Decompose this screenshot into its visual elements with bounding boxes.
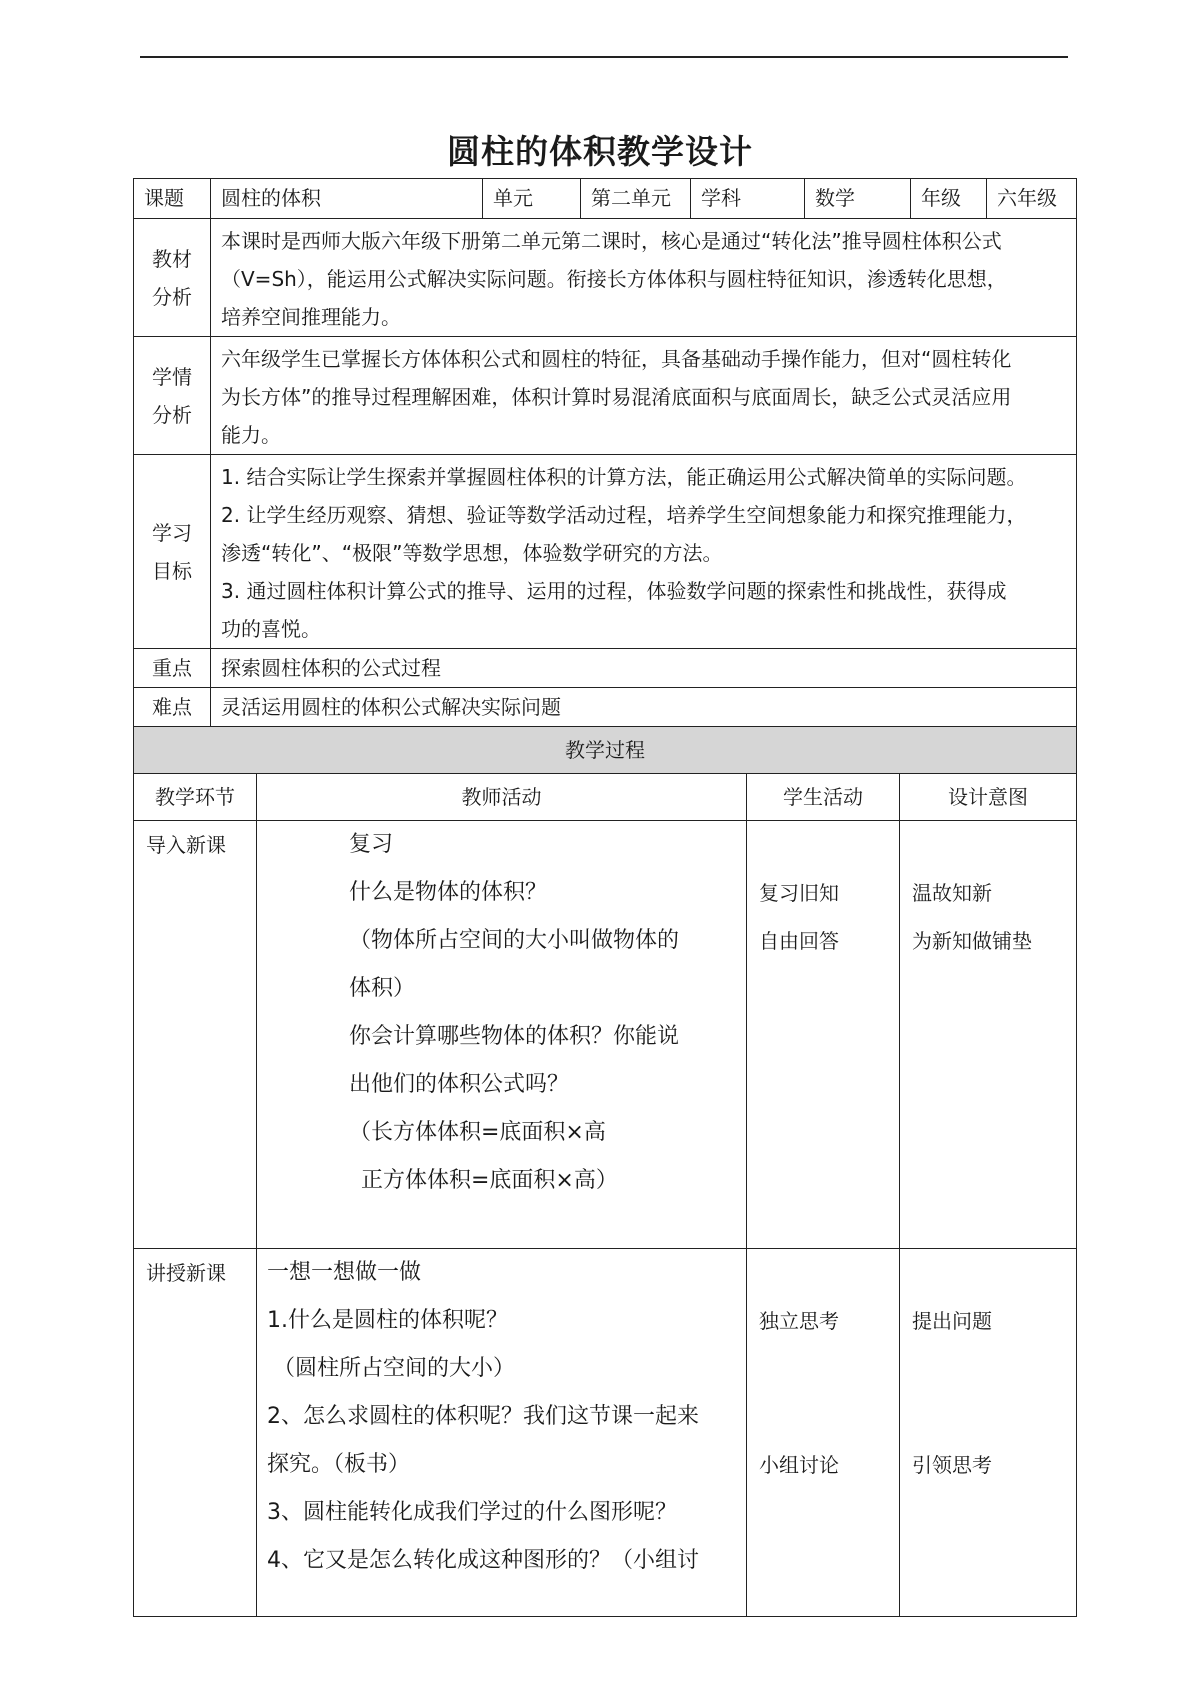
goal-line: 3. 通过圆柱体积计算公式的推导、运用的过程，体验数学问题的探索性和挑战性，获得成 [221, 579, 1007, 603]
student-activity-new-lesson [746, 1249, 899, 1616]
design-intent-intro [899, 821, 1076, 1248]
goal-line: 功的喜悦。 [221, 617, 321, 641]
teacher-line: 什么是物体的体积？ [349, 880, 548, 905]
teacher-line: 3、圆柱能转化成我们学过的什么图形呢？ [267, 1500, 677, 1525]
teacher-line: 出他们的体积公式吗？ [349, 1072, 570, 1097]
column-header-design: 设计意图 [899, 774, 1076, 820]
goal-line: 渗透“转化”、“极限”等数学思想，体验数学研究的方法。 [221, 541, 723, 565]
teacher-line: 一想一想做一做 [267, 1260, 422, 1285]
teacher-line: （圆柱所占空间的大小） [273, 1356, 516, 1381]
process-header-row [134, 773, 1076, 820]
student-line: 自由回答 [759, 929, 839, 953]
material-analysis-label: 教材 分析 [152, 246, 192, 309]
process-row-new-lesson [134, 1248, 1076, 1616]
design-intent-new-lesson [899, 1249, 1076, 1616]
learner-line: 六年级学生已掌握长方体体积公式和圆柱的特征，具备基础动手操作能力，但对“圆柱转化 [221, 347, 1012, 371]
design-line: 提出问题 [912, 1309, 992, 1333]
material-line: 培养空间推理能力。 [221, 305, 401, 329]
teacher-line: 探究。（板书） [267, 1452, 411, 1477]
teacher-activity-new-lesson [256, 1249, 746, 1616]
teacher-line: 4、它又是怎么转化成这种图形的？（小组讨 [267, 1548, 699, 1573]
lesson-plan-table [133, 178, 1077, 1617]
key-point-value: 探索圆柱体积的公式过程 [210, 649, 1076, 687]
learner-line: 能力。 [221, 423, 281, 447]
difficulty-value: 灵活运用圆柱的体积公式解决实际问题 [210, 688, 1076, 726]
column-header-student: 学生活动 [746, 774, 899, 820]
course-label: 学科 [690, 179, 804, 218]
goal-line: 2. 让学生经历观察、猜想、验证等数学活动过程，培养学生空间想象能力和探究推理能力， [221, 503, 1027, 527]
goal-line: 1. 结合实际让学生探索并掌握圆柱体积的计算方法，能正确运用公式解决简单的实际问题。 [221, 465, 1027, 489]
key-point-row [134, 648, 1076, 687]
teacher-line: （物体所占空间的大小叫做物体的 [349, 928, 680, 953]
subject-label: 课题 [144, 186, 184, 210]
learning-goals-label: 学习 目标 [152, 520, 192, 583]
material-analysis-row [134, 218, 1076, 336]
teaching-process-heading: 教学过程 [134, 726, 1076, 773]
key-point-label: 重点 [152, 656, 192, 680]
header-rule [140, 56, 1068, 58]
subject-value: 圆柱的体积 [210, 179, 482, 218]
process-row-intro [134, 820, 1076, 1248]
material-line: （V=Sh），能运用公式解决实际问题。衔接长方体体积与圆柱特征知识，渗透转化思想， [221, 267, 1007, 291]
teacher-line: 体积） [349, 976, 416, 1001]
student-activity-intro [746, 821, 899, 1248]
material-analysis-text [210, 219, 1076, 336]
material-line: 本课时是西师大版六年级下册第二单元第二课时，核心是通过“转化法”推导圆柱体积公式 [221, 229, 1002, 253]
course-value: 数学 [804, 179, 910, 218]
stage-intro: 导入新课 [146, 833, 226, 857]
header-row [134, 179, 1076, 218]
teacher-line: 复习 [349, 832, 394, 857]
stage-new-lesson: 讲授新课 [146, 1261, 226, 1285]
learning-goals-row [134, 454, 1076, 648]
learner-analysis-row [134, 336, 1076, 454]
learner-analysis-text [210, 337, 1076, 454]
learner-line: 为长方体”的推导过程理解困难，体积计算时易混淆底面积与底面周长，缺乏公式灵活应用 [221, 385, 1012, 409]
student-line: 独立思考 [759, 1309, 839, 1333]
document-title: 圆柱的体积教学设计 [447, 132, 753, 171]
teacher-line: 你会计算哪些物体的体积？你能说 [349, 1024, 680, 1049]
grade-label: 年级 [910, 179, 986, 218]
teacher-line: 1.什么是圆柱的体积呢？ [267, 1308, 508, 1333]
teacher-line: （长方体体积=底面积×高 [349, 1120, 606, 1145]
design-line: 温故知新 [912, 881, 992, 905]
teacher-activity-intro [256, 821, 746, 1248]
learner-analysis-label: 学情 分析 [152, 364, 192, 427]
teacher-line: 正方体体积=底面积×高） [361, 1168, 618, 1193]
student-line: 复习旧知 [759, 881, 839, 905]
design-line: 引领思考 [912, 1453, 992, 1477]
column-header-stage: 教学环节 [155, 785, 235, 809]
column-header-teacher: 教师活动 [256, 774, 746, 820]
unit-value: 第二单元 [580, 179, 690, 218]
learning-goals-text [210, 455, 1076, 648]
teacher-line: 2、怎么求圆柱的体积呢？我们这节课一起来 [267, 1404, 699, 1429]
unit-label: 单元 [482, 179, 580, 218]
difficulty-label: 难点 [152, 695, 192, 719]
student-line: 小组讨论 [759, 1453, 839, 1477]
design-line: 为新知做铺垫 [912, 929, 1032, 953]
grade-value: 六年级 [986, 179, 1076, 218]
difficulty-row [134, 687, 1076, 726]
